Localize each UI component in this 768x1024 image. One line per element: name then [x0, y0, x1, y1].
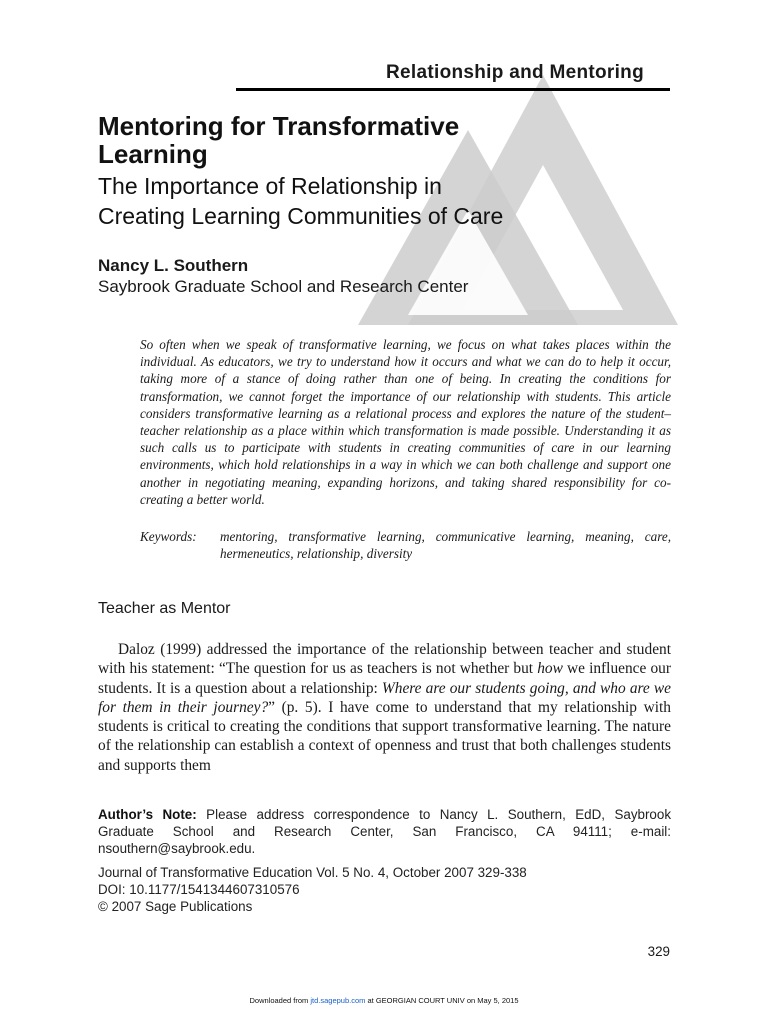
- subtitle-line-2: Creating Learning Communities of Care: [98, 203, 504, 229]
- article-subtitle: [98, 171, 678, 231]
- keywords-label: Keywords:: [140, 529, 197, 544]
- footer-link[interactable]: jtd.sagepub.com: [310, 996, 366, 1005]
- title-line-2: Learning: [98, 139, 208, 169]
- author-affiliation: Saybrook Graduate School and Research Center: [98, 277, 469, 296]
- footer-suffix: at GEORGIAN COURT UNIV on May 5, 2015: [365, 996, 519, 1005]
- subtitle-line-1: The Importance of Relationship in: [98, 173, 442, 199]
- article-title: [98, 112, 678, 168]
- footer-prefix: Downloaded from: [249, 996, 311, 1005]
- section-heading: Teacher as Mentor: [98, 600, 231, 617]
- body-emphasis: how: [537, 660, 563, 678]
- journal-copyright: © 2007 Sage Publications: [98, 899, 253, 914]
- title-line-1: Mentoring for Transformative: [98, 111, 460, 141]
- journal-citation: Journal of Transformative Education Vol. 5 No. 4, October 2007 329-338: [98, 865, 527, 880]
- author-note-text: Please address correspondence to Nancy L. Southern, EdD, Saybrook Graduate School and Research Center, San Francisco, CA 94111; e-mail: nsouthern@saybrook.edu.: [98, 807, 672, 856]
- journal-info: [98, 864, 671, 915]
- abstract: So often when we speak of transformative learning, we focus on what takes places within the individual. As educators, we try to understand how it occurs and what we can do to help it occur, taking more of a stance of doing rather than one of being. In creating the conditions for transformation, we cannot forget the importance of our relationship with students. This article considers transformative learning as a relational process and explores the nature of the student–teacher relationship as a place within which transformation is made possible. Understanding it as such calls us to participate with students in creating communities of care in our learning environments, which hold relationships in a way in which we can both challenge and support one another in negotiating meaning, expanding horizons, and taking shared responsibility for co-creating a better world.: [140, 337, 671, 507]
- author-note: [98, 806, 671, 857]
- author-name: Nancy L. Southern: [98, 256, 249, 275]
- page-number: 329: [647, 944, 670, 959]
- author-note-label: Author’s Note:: [98, 807, 197, 822]
- body-paragraph: [98, 640, 671, 775]
- header-rule: [236, 88, 670, 91]
- body-text: [98, 640, 671, 775]
- body-quote: Where are our students going, and who are we for them in their journey?: [98, 679, 671, 716]
- body-text-run: Daloz (1999) addressed the importance of the relationship between teacher and student with his statement: “The question for us as teachers is not whether but: [98, 641, 671, 678]
- keywords-text: mentoring, transformative learning, communicative learning, meaning, care, hermeneutics, relationship, diversity: [220, 529, 671, 562]
- section-label: Relationship and Mentoring: [386, 62, 644, 83]
- body-text-run: we influence our students. It is a question about a relationship:: [98, 660, 671, 697]
- download-footer: [0, 996, 768, 1005]
- body-text-run: ” (p. 5). I have come to understand that my relationship with students is critical to creating the conditions that support transformative learning. The nature of the relationship can establish a context of openness and trust that both challenges students and supports them: [98, 698, 671, 774]
- journal-doi: DOI: 10.1177/1541344607310576: [98, 882, 300, 897]
